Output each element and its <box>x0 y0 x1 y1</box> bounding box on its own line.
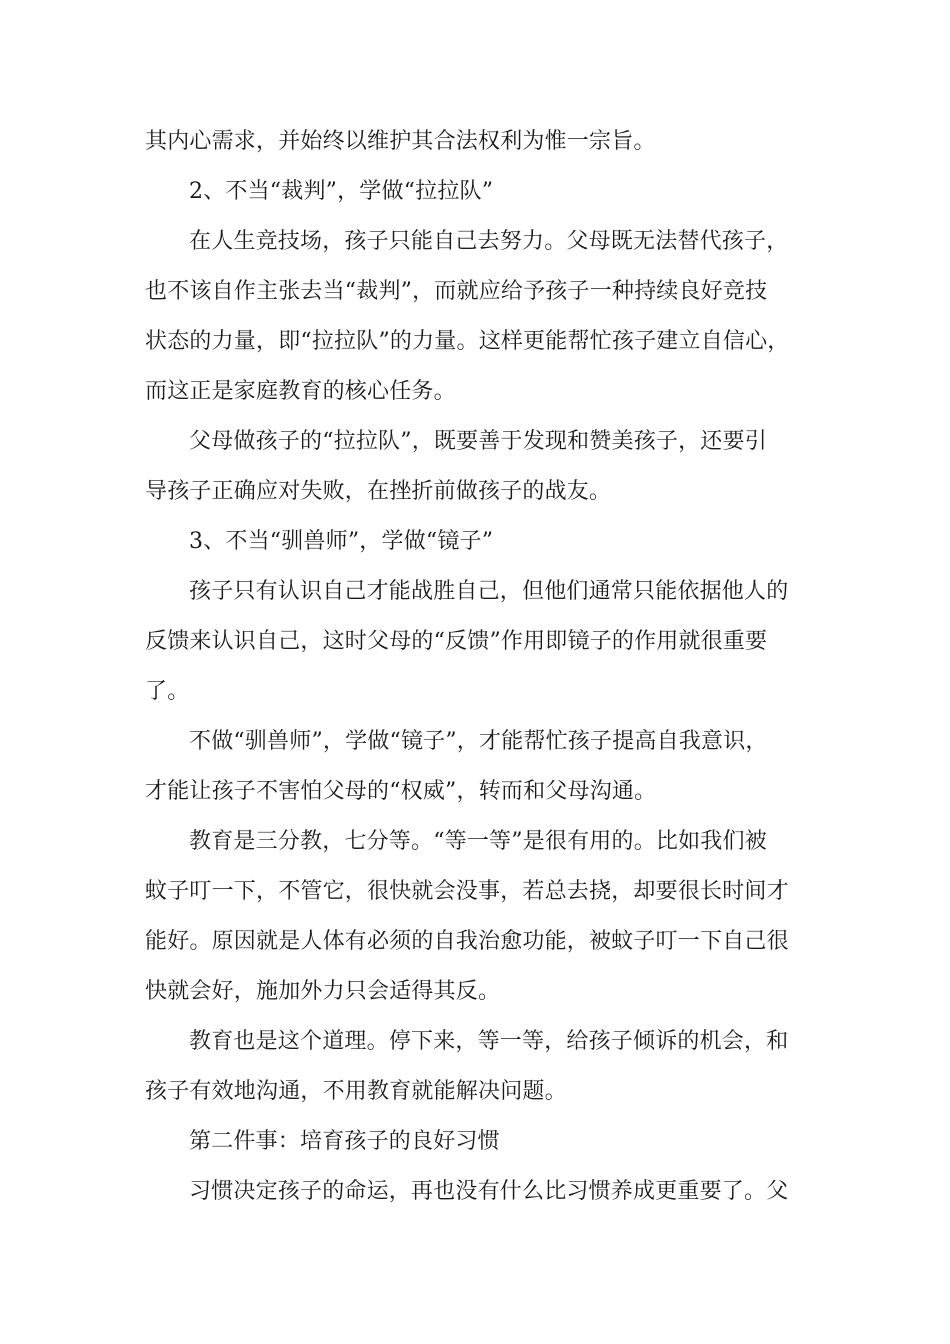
text-line: 习惯决定孩子的命运，再也没有什么比习惯养成更重要了。父 <box>189 1179 789 1204</box>
text-line: 其内心需求，并始终以维护其合法权利为惟一宗旨。 <box>145 129 656 154</box>
text-line: 在人生竞技场，孩子只能自己去努力。父母既无法替代孩子， <box>189 229 789 254</box>
text-line: 教育是三分教，七分等。“等一等”是很有用的。比如我们被 <box>189 829 767 854</box>
text-line: 教育也是这个道理。停下来，等一等，给孩子倾诉的机会，和 <box>189 1029 789 1054</box>
text-line: 父母做孩子的“拉拉队”，既要善于发现和赞美孩子，还要引 <box>189 429 767 454</box>
text-line: 孩子只有认识自己才能战胜自己，但他们通常只能依据他人的 <box>189 579 789 604</box>
text-line: 而这正是家庭教育的核心任务。 <box>145 379 456 404</box>
text-line: 也不该自作主张去当“裁判”，而就应给予孩子一种持续良好竞技 <box>145 279 768 304</box>
text-line: 蚊子叮一下，不管它，很快就会没事，若总去挠，却要很长时间才 <box>145 879 789 904</box>
text-line: 状态的力量，即“拉拉队”的力量。这样更能帮忙孩子建立自信心， <box>145 329 790 354</box>
section-heading: 2、不当“裁判”，学做“拉拉队” <box>189 179 494 204</box>
text-line: 才能让孩子不害怕父母的“权威”，转而和父母沟通。 <box>145 779 657 804</box>
text-line: 能好。原因就是人体有必须的自我治愈功能，被蚊子叮一下自己很 <box>145 929 789 954</box>
text-line: 导孩子正确应对失败，在挫折前做孩子的战友。 <box>145 479 612 504</box>
text-line: 不做“驯兽师”，学做“镜子”，才能帮忙孩子提高自我意识， <box>189 729 768 754</box>
text-line: 孩子有效地沟通，不用教育就能解决问题。 <box>145 1079 567 1104</box>
text-line: 快就会好，施加外力只会适得其反。 <box>145 979 501 1004</box>
section-heading: 第二件事：培育孩子的良好习惯 <box>189 1129 500 1154</box>
section-heading: 3、不当“驯兽师”，学做“镜子” <box>189 529 494 554</box>
text-line: 反馈来认识自己，这时父母的“反馈”作用即镜子的作用就很重要 <box>145 629 768 654</box>
text-line: 了。 <box>145 679 190 704</box>
